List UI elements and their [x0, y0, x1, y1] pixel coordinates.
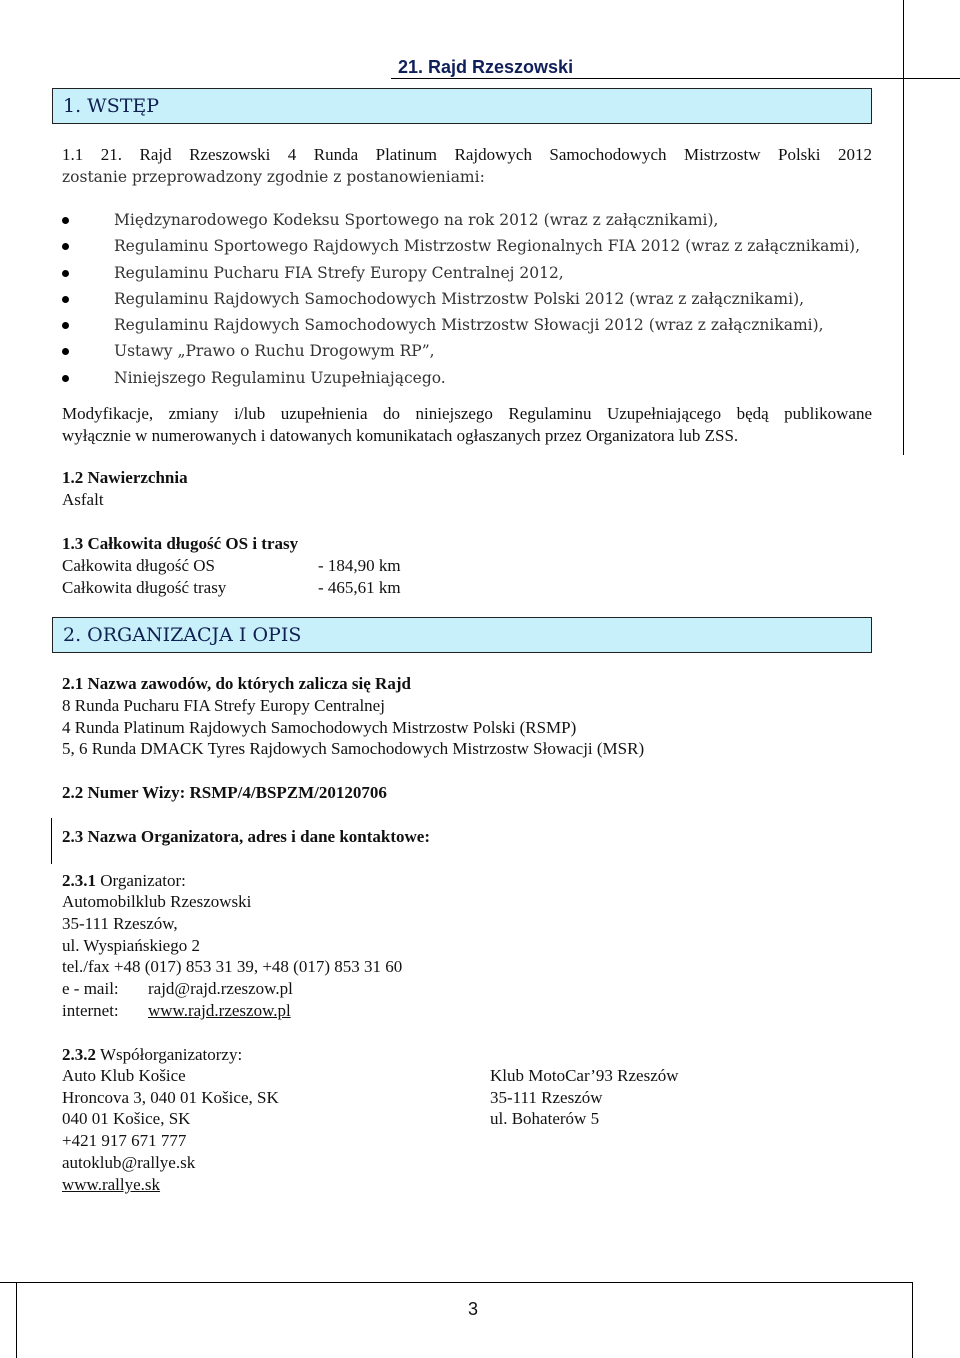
coorg-right-line-2: 35-111 Rzeszów: [490, 1088, 603, 1107]
list-item: Regulaminu Pucharu FIA Strefy Europy Centralnej 2012,: [62, 262, 862, 288]
coorg-left-line-1: Auto Klub Košice: [62, 1066, 186, 1085]
section-1-heading-text: 1. WSTĘP: [63, 95, 160, 117]
coorg-left-line-3: 040 01 Košice, SK: [62, 1109, 191, 1128]
left-section-marker: [51, 818, 52, 864]
s231-number: 2.3.1: [62, 871, 96, 890]
coorg-left-link[interactable]: www.rallye.sk: [62, 1175, 161, 1194]
left-margin-rule: [16, 1282, 17, 1358]
intro-first: 21. Rajd Rzeszowski 4 Runda Platinum Rajdowych Samochodowych Mistrzostw Polski 2012: [100, 145, 873, 164]
coorg-left-line-4: +421 917 671 777: [62, 1131, 187, 1150]
intro-number: 1.1: [62, 145, 84, 164]
intro-line-1: [62, 144, 872, 166]
page-number: 3: [468, 1299, 479, 1319]
s232-heading: [62, 1044, 242, 1066]
regulations-list: [62, 209, 862, 393]
organizer-line-1: Automobilklub Rzeszowski: [62, 892, 252, 911]
length-route-value: - 465,61 km: [318, 578, 401, 597]
section-1-heading: [52, 88, 872, 124]
length-heading: 1.3 Całkowita długość OS i trasy: [62, 534, 299, 553]
coorg-right-line-3: ul. Bohaterów 5: [490, 1109, 600, 1128]
section-2-heading: [52, 617, 872, 653]
s21-line-3: 5, 6 Runda DMACK Tyres Rajdowych Samochodowych Mistrzostw Słowacji (MSR): [62, 739, 645, 758]
surface-value: Asfalt: [62, 490, 104, 509]
list-item: Regulaminu Rajdowych Samochodowych Mistrzostw Polski 2012 (wraz z załącznikami),: [62, 288, 862, 314]
s231-heading: [62, 870, 186, 892]
s23-heading: 2.3 Nazwa Organizatora, adres i dane kontaktowe:: [62, 827, 430, 846]
s231-label: Organizator:: [100, 871, 186, 890]
s232-number: 2.3.2: [62, 1045, 96, 1064]
list-item: Regulaminu Rajdowych Samochodowych Mistrzostw Słowacji 2012 (wraz z załącznikami),: [62, 314, 862, 340]
organizer-line-2: 35-111 Rzeszów,: [62, 914, 178, 933]
organizer-line-4: tel./fax +48 (017) 853 31 39, +48 (017) 853 31 60: [62, 957, 403, 976]
coorg-right-line-1: Klub MotoCar’93 Rzeszów: [490, 1066, 679, 1085]
s21-line-2: 4 Runda Platinum Rajdowych Samochodowych Mistrzostw Polski (RSMP): [62, 718, 577, 737]
s21-heading: 2.1 Nazwa zawodów, do których zalicza się Rajd: [62, 674, 411, 693]
right-margin-rule: [903, 0, 904, 455]
intro-line-2: zostanie przeprowadzony zgodnie z postanowieniami:: [62, 168, 485, 186]
coorg-left-email[interactable]: autoklub@rallye.sk: [62, 1153, 196, 1172]
length-route-label: Całkowita długość trasy: [62, 578, 227, 597]
document-header-title: 21. Rajd Rzeszowski: [398, 57, 574, 77]
s21-line-1: 8 Runda Pucharu FIA Strefy Europy Centralnej: [62, 696, 385, 715]
email-value[interactable]: rajd@rajd.rzeszow.pl: [148, 979, 293, 998]
header-rule: [391, 78, 960, 79]
internet-label: internet:: [62, 1001, 119, 1020]
section-2-heading-text: 2. ORGANIZACJA I OPIS: [63, 624, 302, 646]
list-item: Regulaminu Sportowego Rajdowych Mistrzostw Regionalnych FIA 2012 (wraz z załącznikami),: [62, 235, 862, 261]
length-os-label: Całkowita długość OS: [62, 556, 215, 575]
surface-heading: 1.2 Nawierzchnia: [62, 468, 188, 487]
list-item: Niniejszego Regulaminu Uzupełniającego.: [62, 367, 862, 393]
length-os-value: - 184,90 km: [318, 556, 401, 575]
s232-label: Współorganizatorzy:: [99, 1045, 243, 1064]
modifications-line-1: Modyfikacje, zmiany i/lub uzupełnienia do niniejszego Regulaminu Uzupełniającego będą publikowane: [62, 404, 872, 423]
list-item: Ustawy „Prawo o Ruchu Drogowym RP”,: [62, 340, 862, 366]
internet-link[interactable]: www.rajd.rzeszow.pl: [148, 1001, 291, 1020]
list-item: Międzynarodowego Kodeksu Sportowego na rok 2012 (wraz z załącznikami),: [62, 209, 862, 235]
footer-divider: [912, 1282, 913, 1358]
s22-heading: 2.2 Numer Wizy: RSMP/4/BSPZM/20120706: [62, 783, 387, 802]
modifications-line-2: wyłącznie w numerowanych i datowanych komunikatach ogłaszanych przez Organizatora lub ZSS.: [62, 426, 739, 445]
footer-rule: [0, 1282, 912, 1283]
organizer-line-3: ul. Wyspiańskiego 2: [62, 936, 200, 955]
coorg-left-line-2: Hroncova 3, 040 01 Košice, SK: [62, 1088, 279, 1107]
email-label: e - mail:: [62, 979, 119, 998]
